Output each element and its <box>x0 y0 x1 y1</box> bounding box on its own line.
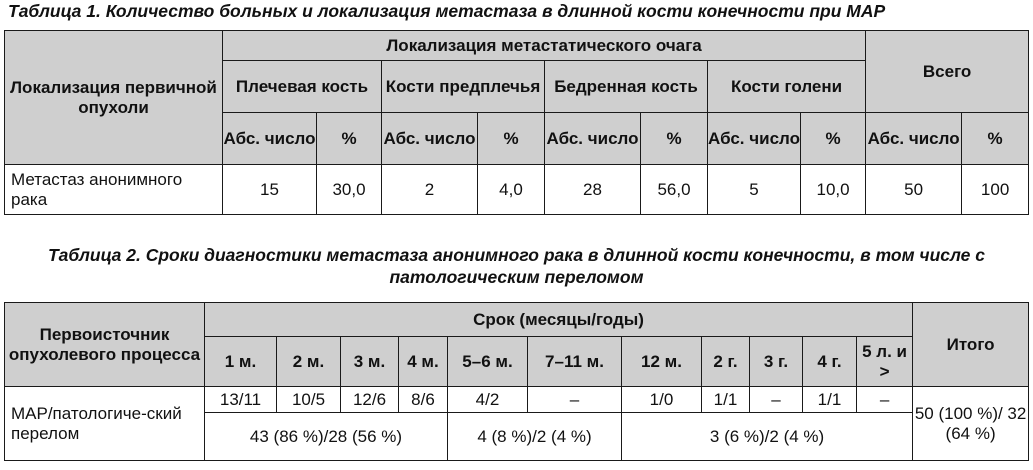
subtotal-cell: 43 (86 %)/28 (56 %) <box>205 413 448 461</box>
table-cell: 4/2 <box>448 387 528 413</box>
table-cell: 56,0 <box>641 165 708 215</box>
bone-header: Кости голени <box>708 61 866 113</box>
percent-header: % <box>317 113 382 165</box>
abs-number-header: Абс. число <box>866 113 962 165</box>
total-header: Всего <box>866 31 1029 113</box>
period-cell: 2 м. <box>277 337 341 387</box>
table1-caption: Таблица 1. Количество больных и локализация метастаза в длинной кости конечности при МАР <box>8 1 886 21</box>
row-label: МАР/патологиче-ский перелом <box>5 387 205 461</box>
percent-header: % <box>962 113 1029 165</box>
table-1 <box>4 30 1029 215</box>
period-cell: 12 м. <box>622 337 702 387</box>
period-cell: 5 л. и > <box>857 337 913 387</box>
table-cell: 10/5 <box>277 387 341 413</box>
period-cell: 5–6 м. <box>448 337 528 387</box>
table-cell: 1/1 <box>702 387 750 413</box>
subtotal-cell: 3 (6 %)/2 (4 %) <box>622 413 913 461</box>
table-cell: 12/6 <box>341 387 399 413</box>
table-cell: 15 <box>223 165 317 215</box>
period-cell: 3 г. <box>750 337 803 387</box>
abs-number-header: Абс. число <box>223 113 317 165</box>
bone-header: Плечевая кость <box>223 61 382 113</box>
period-header: Срок (месяцы/годы) <box>205 303 913 337</box>
row-label: Метастаз анонимного рака <box>5 165 223 215</box>
table-cell: – <box>857 387 913 413</box>
table-cell: 28 <box>545 165 641 215</box>
table-cell: 8/6 <box>399 387 448 413</box>
period-cell: 2 г. <box>702 337 750 387</box>
bone-header: Бедренная кость <box>545 61 708 113</box>
table-cell: – <box>528 387 622 413</box>
period-cell: 4 г. <box>803 337 857 387</box>
percent-header: % <box>641 113 708 165</box>
period-cell: 4 м. <box>399 337 448 387</box>
table-cell: 1/1 <box>803 387 857 413</box>
period-cell: 1 м. <box>205 337 277 387</box>
table-cell: 10,0 <box>801 165 866 215</box>
abs-number-header: Абс. число <box>545 113 641 165</box>
table-cell: 30,0 <box>317 165 382 215</box>
metastasis-location-header: Локализация метастатического очага <box>223 31 866 61</box>
table-2 <box>4 302 1029 461</box>
subtotal-cell: 4 (8 %)/2 (4 %) <box>448 413 622 461</box>
total-cell: 50 (100 %)/ 32 (64 %) <box>913 387 1029 461</box>
table-cell: 13/11 <box>205 387 277 413</box>
table2-caption: Таблица 2. Сроки диагностики метастаза анонимного рака в длинной кости конечности, в том числе с патологическим переломом <box>47 245 986 287</box>
bone-header: Кости предплечья <box>382 61 545 113</box>
abs-number-header: Абс. число <box>708 113 801 165</box>
abs-number-header: Абс. число <box>382 113 478 165</box>
period-cell: 7–11 м. <box>528 337 622 387</box>
table-cell: – <box>750 387 803 413</box>
table-cell: 50 <box>866 165 962 215</box>
period-cell: 3 м. <box>341 337 399 387</box>
table-cell: 1/0 <box>622 387 702 413</box>
primary-tumor-header: Локализация первичной опухоли <box>5 31 223 165</box>
table-cell: 4,0 <box>478 165 545 215</box>
total-header: Итого <box>913 303 1029 387</box>
table-cell: 100 <box>962 165 1029 215</box>
percent-header: % <box>801 113 866 165</box>
table-cell: 2 <box>382 165 478 215</box>
primary-source-header: Первоисточник опухолевого процесса <box>5 303 205 387</box>
table-cell: 5 <box>708 165 801 215</box>
table-row <box>5 387 1029 413</box>
table-row <box>5 165 1029 215</box>
percent-header: % <box>478 113 545 165</box>
